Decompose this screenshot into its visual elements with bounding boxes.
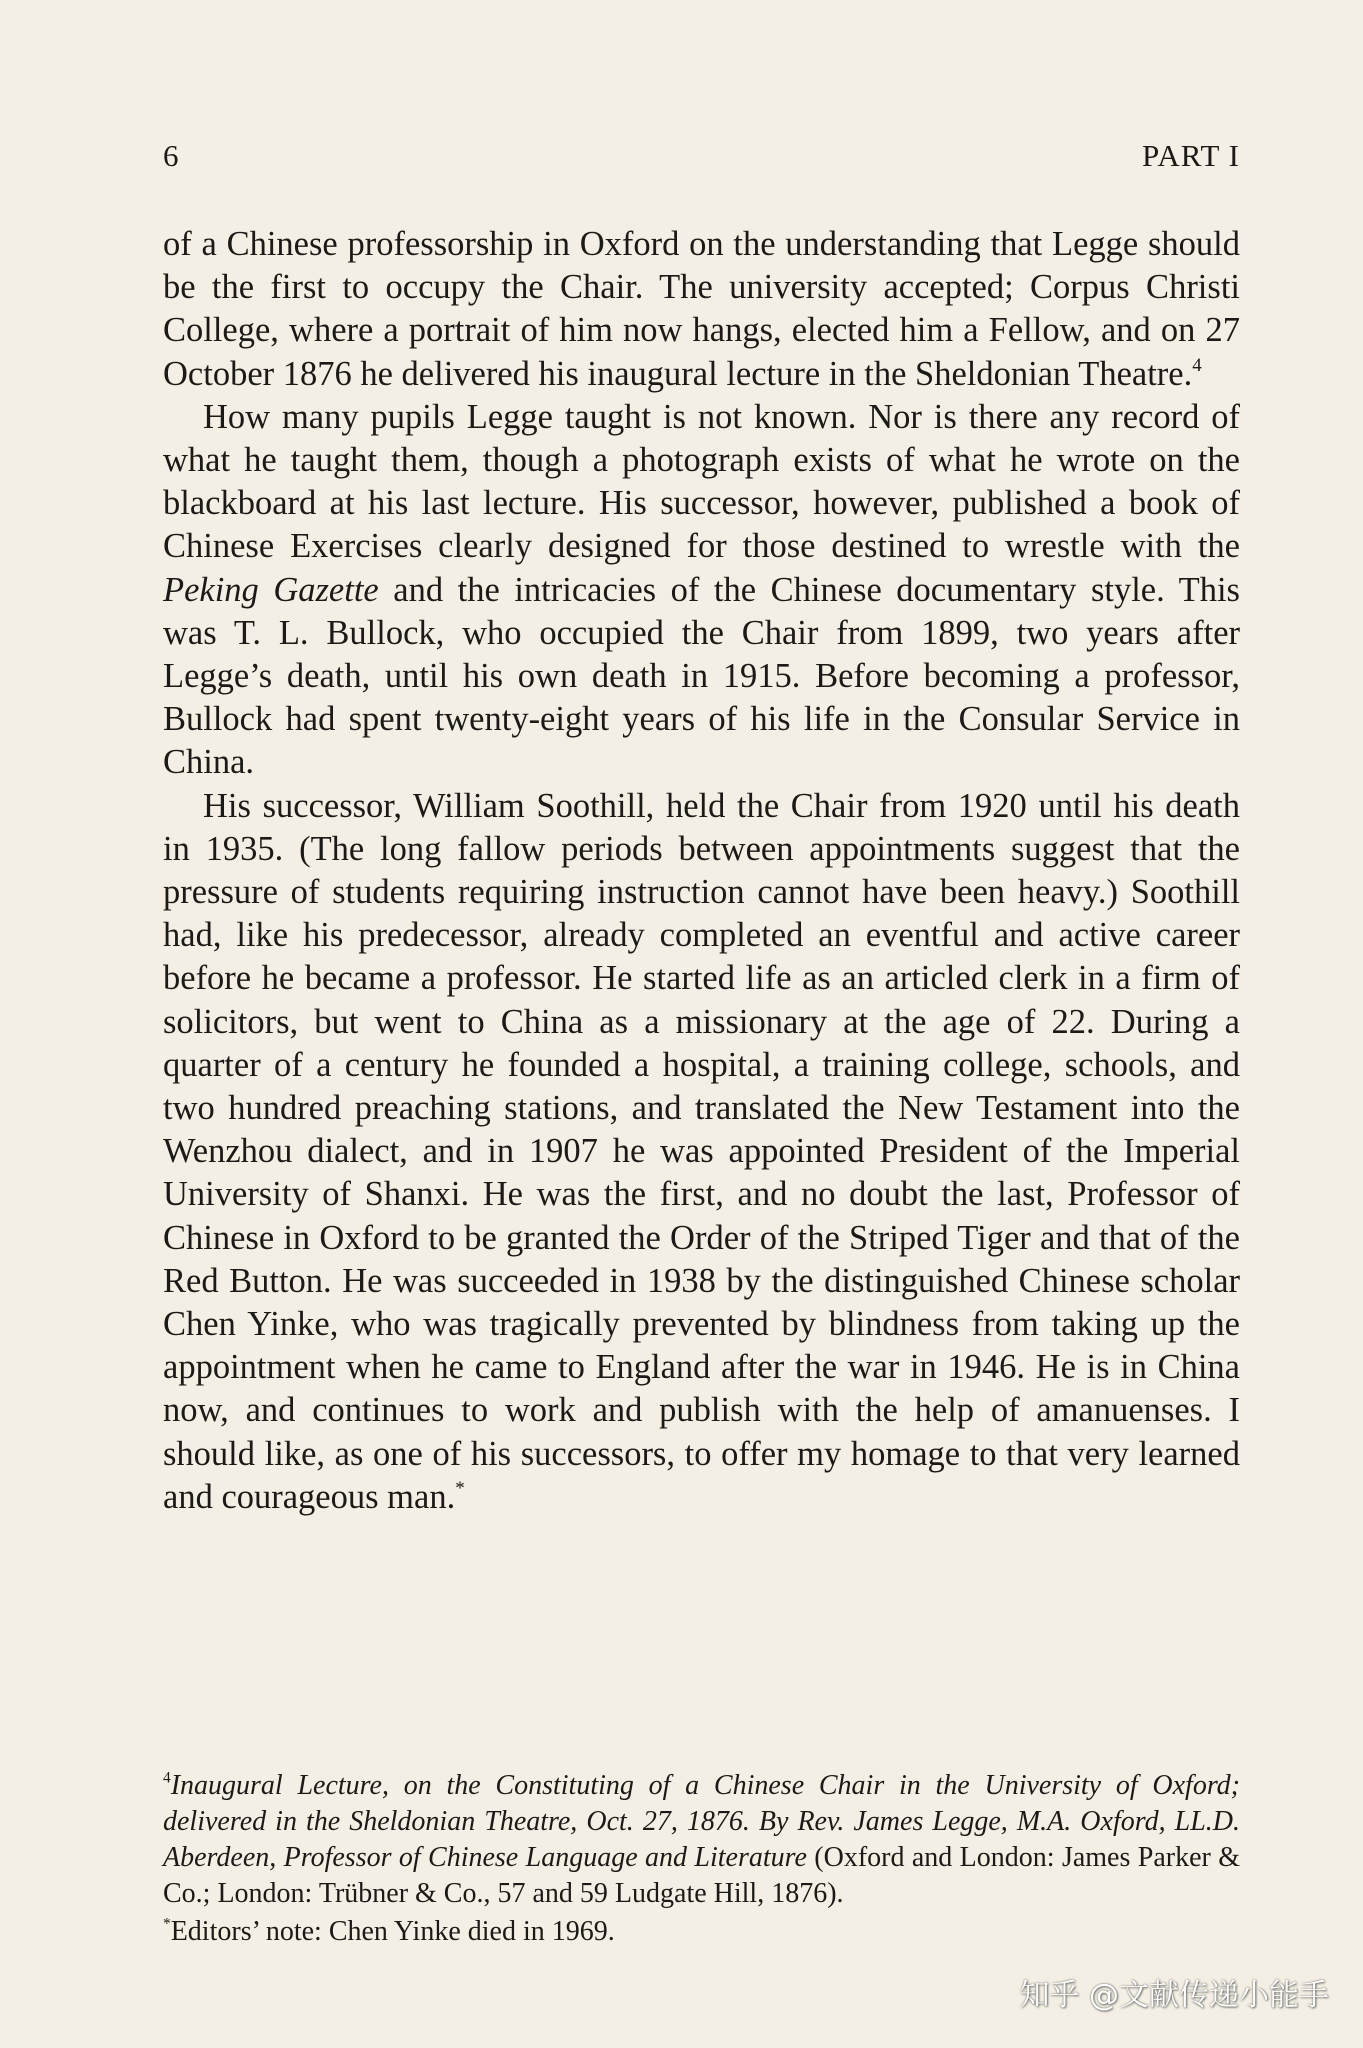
footnote-ref-editors: *: [455, 1477, 465, 1499]
footnote-4-roman: (Oxford and London: James Parker & Co.; London: Trübner & Co., 57 and 59 Ludgate Hill, 1876).: [163, 1842, 1240, 1909]
paragraph-1: [163, 223, 1240, 396]
paragraph-2-text-a: How many pupils Legge taught is not known. Nor is there any record of what he taught them, though a photograph exists of what he wrote on the blackboard at his last lecture. His successor, however, published a book of Chinese Exercises clearly designed for those destined to wrestle with the: [163, 397, 1240, 566]
editors-note-marker: *: [163, 1915, 171, 1933]
footnote-4-italic: Inaugural Lecture, on the Constituting of a Chinese Chair in the University of Oxford; delivered in the Sheldonian Theatre, Oct. 27, 1876. By Rev. James Legge, M.A. Oxford, LL.D. Aberdeen, Professor of Chinese Language and Literature: [163, 1770, 1240, 1873]
paragraph-2: [163, 396, 1240, 785]
footnotes: [163, 1768, 1240, 1950]
paragraph-3: [163, 785, 1240, 1519]
paragraph-2-italic-title: Peking Gazette: [163, 570, 379, 609]
watermark: 知乎 @文献传递小能手: [1019, 1978, 1329, 2013]
editors-note: [163, 1914, 1240, 1950]
body-text: [163, 223, 1240, 1519]
page-number: 6: [163, 138, 180, 173]
editors-note-text: Editors’ note: Chen Yinke died in 1969.: [170, 1916, 615, 1947]
paragraph-3-text: His successor, William Soothill, held the Chair from 1920 until his death in 1935. (The long fallow periods between appointments suggest that the pressure of students requiring instruction cannot have been heavy.) Soothill had, like his predecessor, already completed an eventful and active career before he became a professor. He started life as an articled clerk in a firm of solicitors, but went to China as a missionary at the age of 22. During a quarter of a century he founded a hospital, a training college, schools, and two hundred preaching stations, and translated the New Testament into the Wenzhou dialect, and in 1907 he was appointed President of the Imperial University of Shanxi. He was the first, and no doubt the last, Professor of Chinese in Oxford to be granted the Order of the Striped Tiger and that of the Red Button. He was succeeded in 1938 by the distinguished Chinese scholar Chen Yinke, who was tragically prevented by blindness from taking up the appointment when he came to England after the war in 1946. He is in China now, and continues to work and publish with the help of amanuenses. I should like, as one of his successors, to offer my homage to that very learned and courageous man.: [163, 786, 1240, 1516]
footnote-4: [163, 1768, 1240, 1912]
paragraph-2-text-b: and the intricacies of the Chinese documentary style. This was T. L. Bullock, who occupied the Chair from 1899, two years after Legge’s death, until his own death in 1915. Before becoming a professor, Bullock had spent twenty-eight years of his life in the Consular Service in China.: [163, 570, 1240, 782]
running-head: [163, 138, 1240, 182]
paragraph-1-text: of a Chinese professorship in Oxford on the understanding that Legge should be the first to occupy the Chair. The university accepted; Corpus Christi College, where a portrait of him now hangs, elected him a Fellow, and on 27 October 1876 he delivered his inaugural lecture in the Sheldonian Theatre.: [163, 225, 1240, 393]
part-label: PART I: [1141, 138, 1240, 173]
footnote-4-marker: 4: [163, 1769, 171, 1787]
footnote-ref-4: 4: [1192, 354, 1202, 376]
